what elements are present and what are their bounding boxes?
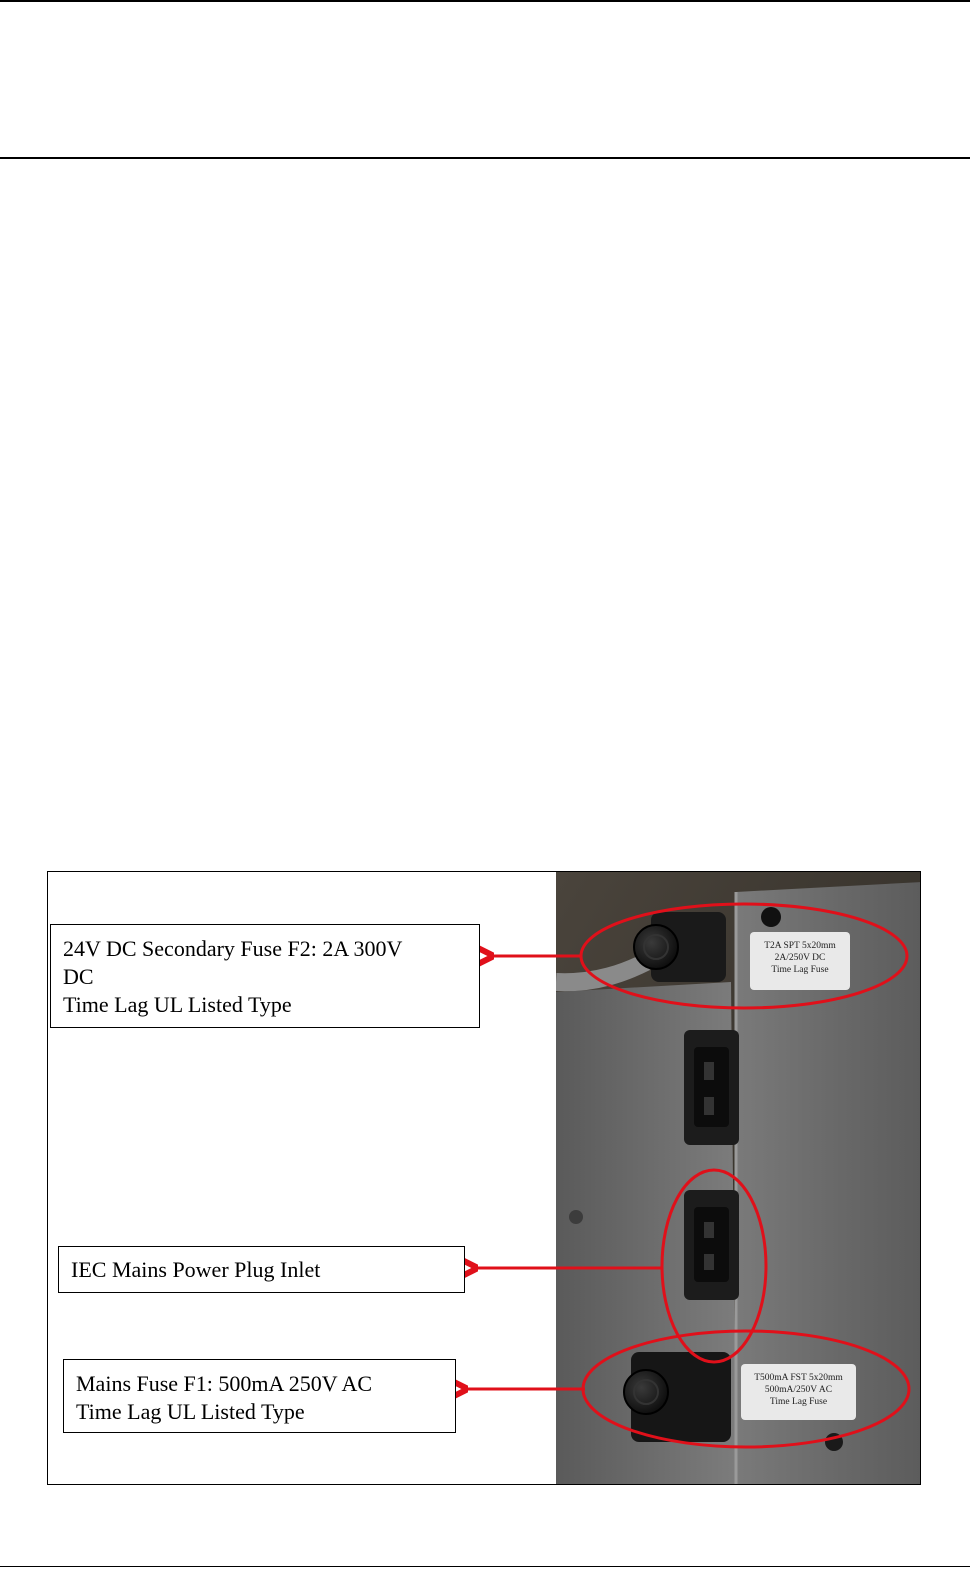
- fuse-f1-rating-label: [741, 1364, 856, 1420]
- annotated-photo-figure: [47, 871, 921, 1485]
- callout-iec-inlet: [58, 1246, 465, 1293]
- fuse-f1-label-line1: T500mA FST 5x20mm: [754, 1373, 843, 1383]
- callout-iec-line1: IEC Mains Power Plug Inlet: [71, 1257, 321, 1282]
- callout-dc-fuse-line3: Time Lag UL Listed Type: [63, 992, 292, 1017]
- fuse-f2-label-line1: T2A SPT 5x20mm: [764, 941, 836, 951]
- header-top-rule: [0, 0, 970, 2]
- callout-dc-fuse-line2: DC: [63, 964, 94, 989]
- callout-mains-fuse-line1: Mains Fuse F1: 500mA 250V AC: [76, 1371, 373, 1396]
- callout-mains-fuse: [63, 1359, 456, 1433]
- callout-mains-fuse-line2: Time Lag UL Listed Type: [76, 1399, 305, 1424]
- fuse-f2-label-line2: 2A/250V DC: [774, 953, 826, 963]
- fuse-f2-label-line3: Time Lag Fuse: [771, 965, 829, 975]
- fuse-f1-label-line2: 500mA/250V AC: [764, 1385, 833, 1395]
- footer-rule: [0, 1566, 970, 1567]
- header-bottom-rule: [0, 157, 970, 159]
- fuse-f1-label-line3: Time Lag Fuse: [769, 1397, 828, 1407]
- fuse-f2-rating-label: [750, 932, 850, 990]
- callout-dc-secondary-fuse: [50, 924, 480, 1028]
- callout-dc-fuse-line1: 24V DC Secondary Fuse F2: 2A 300V: [63, 936, 403, 961]
- power-panel-photo: [556, 872, 921, 1485]
